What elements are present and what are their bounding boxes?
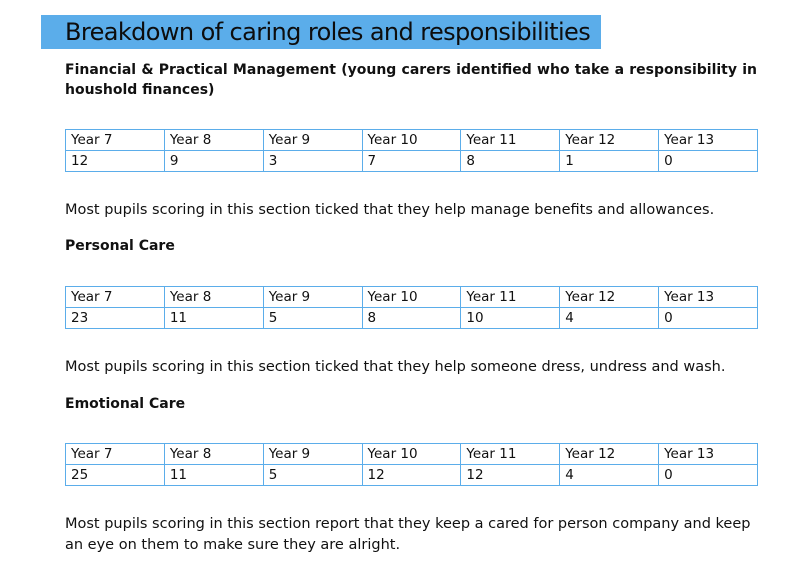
table-header-row xyxy=(66,130,758,151)
header-cell: Year 10 xyxy=(362,130,461,151)
value-cell: 11 xyxy=(164,465,263,486)
table-row xyxy=(66,151,758,172)
section-heading-emotional-care: Emotional Care xyxy=(65,396,186,412)
table-personal-care xyxy=(65,286,758,329)
section-note-emotional-care: Most pupils scoring in this section report that they keep a cared for person company and keep an eye on them to make sure they are alright. xyxy=(65,516,751,553)
table-financial xyxy=(65,129,758,172)
section-note-personal-care: Most pupils scoring in this section ticked that they help someone dress, undress and wash. xyxy=(65,359,726,375)
table-row xyxy=(66,308,758,329)
header-cell: Year 11 xyxy=(461,130,560,151)
value-cell: 12 xyxy=(362,465,461,486)
header-cell: Year 12 xyxy=(560,130,659,151)
value-cell: 8 xyxy=(461,151,560,172)
header-cell: Year 9 xyxy=(263,287,362,308)
header-cell: Year 12 xyxy=(560,444,659,465)
value-cell: 3 xyxy=(263,151,362,172)
value-cell: 4 xyxy=(560,308,659,329)
header-cell: Year 7 xyxy=(66,130,165,151)
table-emotional-care xyxy=(65,443,758,486)
value-cell: 9 xyxy=(164,151,263,172)
value-cell: 0 xyxy=(659,308,758,329)
header-cell: Year 13 xyxy=(659,130,758,151)
header-cell: Year 10 xyxy=(362,444,461,465)
value-cell: 12 xyxy=(66,151,165,172)
value-cell: 10 xyxy=(461,308,560,329)
section-note-financial: Most pupils scoring in this section ticked that they help manage benefits and allowances. xyxy=(65,202,715,218)
header-cell: Year 13 xyxy=(659,287,758,308)
value-cell: 0 xyxy=(659,151,758,172)
header-cell: Year 7 xyxy=(66,444,165,465)
table-row xyxy=(66,465,758,486)
value-cell: 1 xyxy=(560,151,659,172)
header-cell: Year 8 xyxy=(164,130,263,151)
value-cell: 23 xyxy=(66,308,165,329)
header-cell: Year 11 xyxy=(461,444,560,465)
header-cell: Year 9 xyxy=(263,444,362,465)
value-cell: 0 xyxy=(659,465,758,486)
value-cell: 11 xyxy=(164,308,263,329)
section-heading-personal-care: Personal Care xyxy=(65,238,175,254)
section-heading-financial: Financial & Practical Management (young carers identified who take a responsibility in houshold finances) xyxy=(65,62,757,98)
header-cell: Year 8 xyxy=(164,287,263,308)
header-cell: Year 8 xyxy=(164,444,263,465)
value-cell: 25 xyxy=(66,465,165,486)
table-header-row xyxy=(66,287,758,308)
header-cell: Year 7 xyxy=(66,287,165,308)
value-cell: 5 xyxy=(263,308,362,329)
value-cell: 4 xyxy=(560,465,659,486)
value-cell: 8 xyxy=(362,308,461,329)
header-cell: Year 13 xyxy=(659,444,758,465)
header-cell: Year 10 xyxy=(362,287,461,308)
value-cell: 7 xyxy=(362,151,461,172)
value-cell: 12 xyxy=(461,465,560,486)
value-cell: 5 xyxy=(263,465,362,486)
header-cell: Year 12 xyxy=(560,287,659,308)
table-header-row xyxy=(66,444,758,465)
header-cell: Year 11 xyxy=(461,287,560,308)
header-cell: Year 9 xyxy=(263,130,362,151)
page-title: Breakdown of caring roles and responsibilities xyxy=(41,15,601,49)
